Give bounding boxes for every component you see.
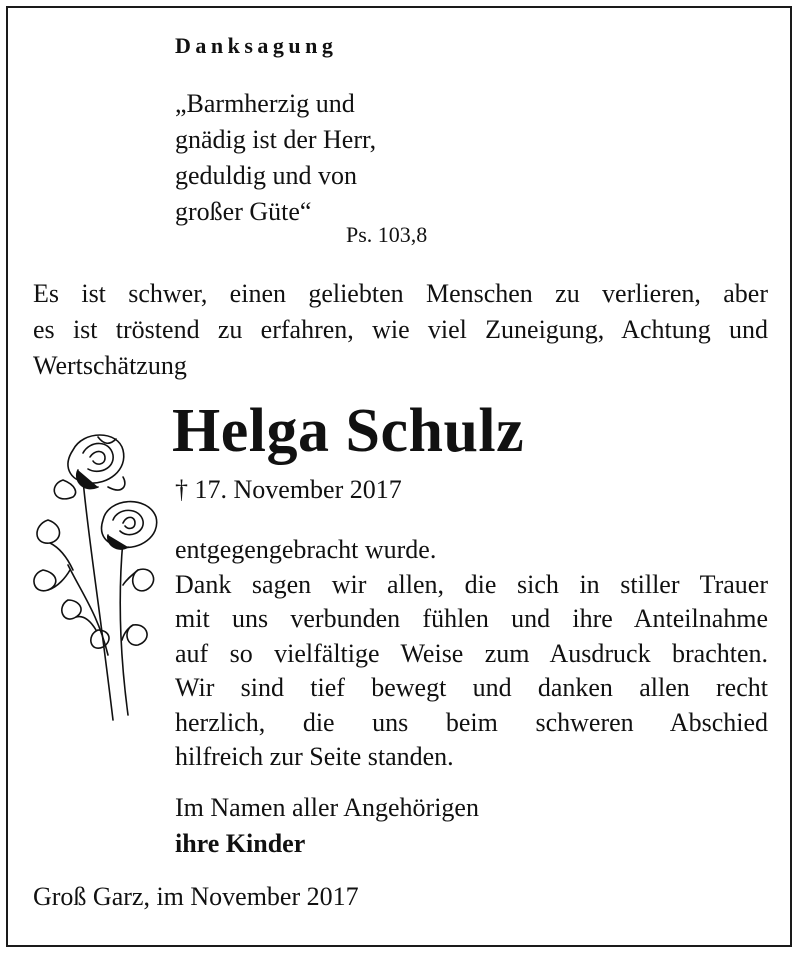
signature-family: ihre Kinder: [175, 829, 306, 858]
heading-danksagung: Danksagung: [175, 33, 338, 58]
quote-line: geduldig und von: [175, 161, 357, 190]
body-line: hilfreich zur Seite standen.: [175, 742, 454, 771]
body-line: Dank sagen wir allen, die sich in stiller Trauer: [175, 569, 768, 599]
place-date: Groß Garz, im November 2017: [33, 882, 359, 911]
intro-line: Wertschätzung: [33, 351, 187, 380]
death-date: † 17. November 2017: [175, 475, 402, 504]
intro-line: es ist tröstend zu erfahren, wie viel Zuneigung, Achtung und: [33, 315, 768, 344]
body-line: auf so vielfältige Weise zum Ausdruck brachten.: [175, 638, 768, 668]
quote-line: großer Güte“: [175, 197, 312, 226]
body-line: mit uns verbunden fühlen und ihre Anteilnahme: [175, 604, 768, 633]
bible-quote: [175, 86, 376, 230]
body-line: herzlich, die uns beim schweren Abschied: [175, 707, 768, 737]
intro-text: [33, 276, 768, 384]
body-line: Wir sind tief bewegt und danken allen recht: [175, 673, 768, 702]
quote-line: „Barmherzig und: [175, 89, 355, 118]
body-text: [175, 533, 768, 775]
deceased-name: Helga Schulz: [172, 397, 525, 465]
quote-reference: Ps. 103,8: [346, 222, 428, 247]
roses-illustration-icon: [28, 425, 163, 725]
quote-line: gnädig ist der Herr,: [175, 125, 377, 154]
intro-line: Es ist schwer, einen geliebten Menschen zu verlieren, aber: [33, 279, 768, 308]
body-line: entgegengebracht wurde.: [175, 535, 437, 564]
signature-block: [175, 790, 479, 862]
signature-line: Im Namen aller Angehörigen: [175, 793, 479, 822]
